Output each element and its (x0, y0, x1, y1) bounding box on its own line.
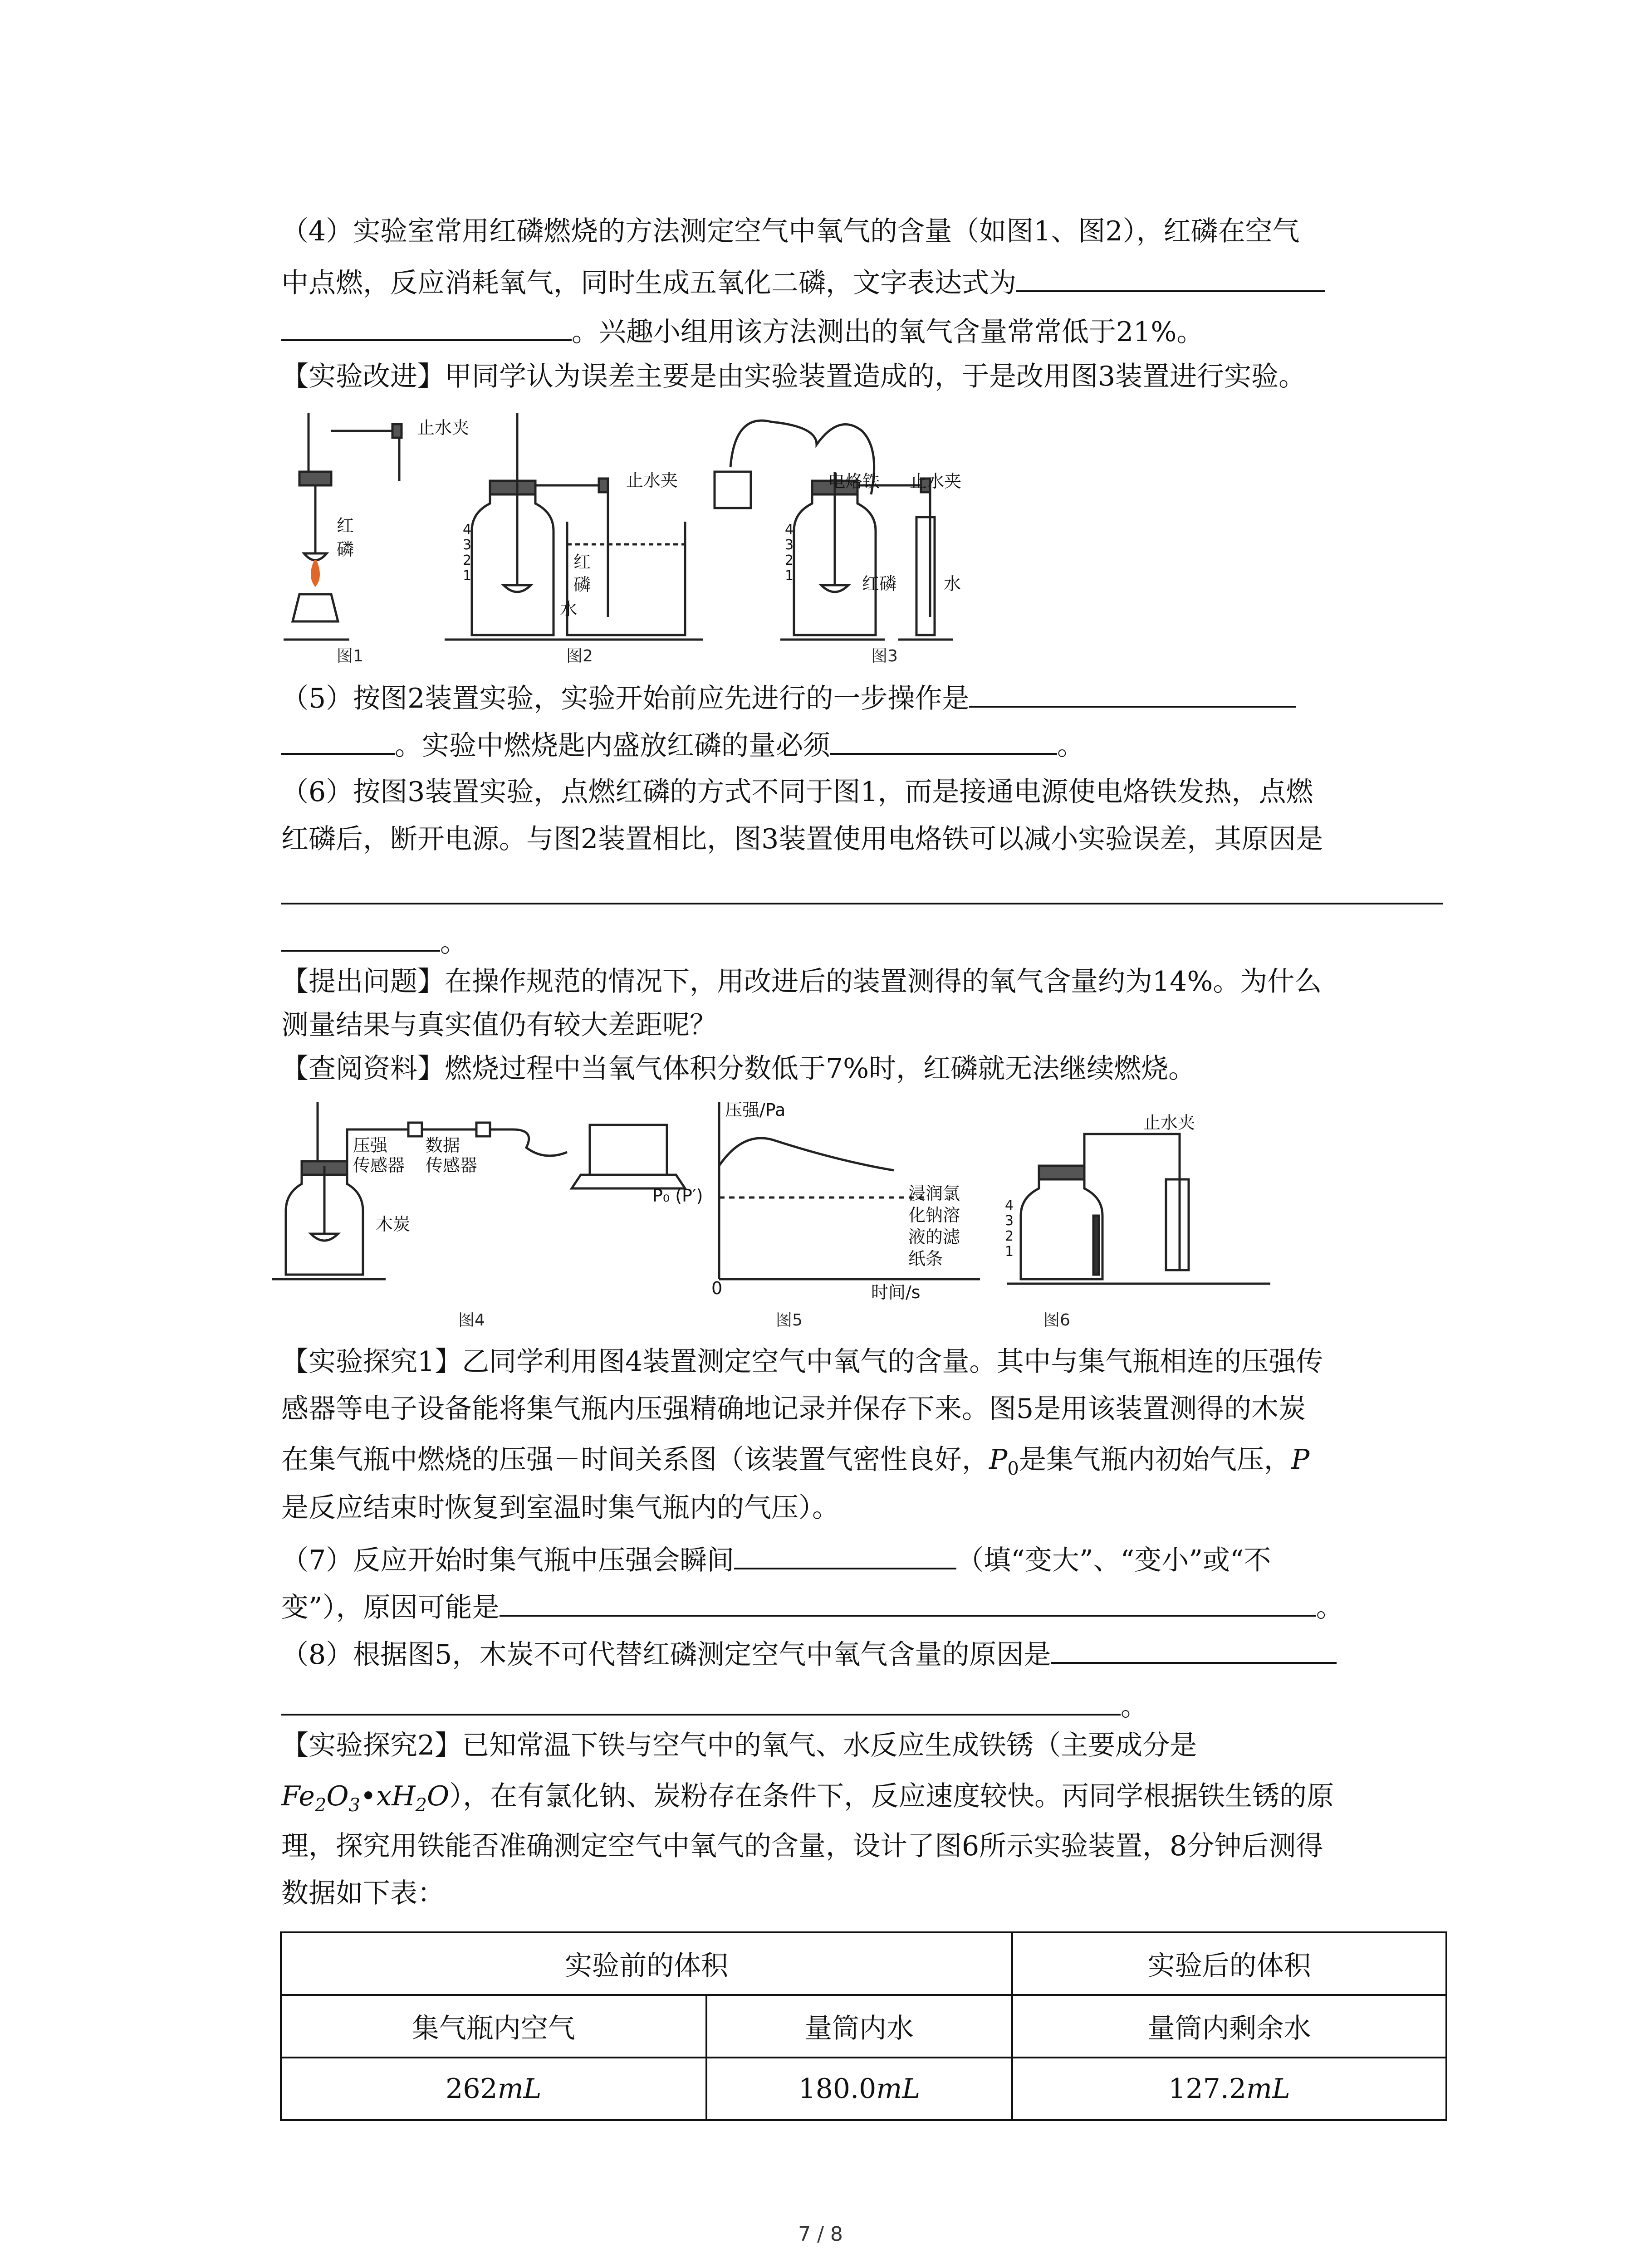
fig1-spoon (304, 553, 327, 560)
q8-line-2 (281, 1686, 1443, 1725)
fig3-iron-label: 电烙铁 (828, 471, 880, 491)
fig5-xlabel: 时间/s (871, 1282, 921, 1302)
p-symbol: P (1291, 1444, 1310, 1476)
fig3-socket (715, 472, 751, 508)
fig6-paper-label-2: 化钠溶 (908, 1205, 960, 1225)
fig1-flame (312, 560, 319, 585)
explore1-line-3 (281, 1442, 1443, 1487)
fig5-p0-label: P₀ (P′) (652, 1186, 703, 1206)
answer-blank-q6b[interactable] (281, 922, 440, 952)
fig6-paper-label-3: 液的滤 (908, 1227, 960, 1247)
q6-line-4-end: 。 (440, 927, 467, 958)
fig2-water-label: 水 (560, 599, 578, 619)
fig4-pressure-label-2: 传感器 (353, 1155, 405, 1175)
explore2-line-2b: ），在有氯化钠、炭粉存在条件下，反应速度较快。丙同学根据铁生锈的原 (449, 1780, 1334, 1812)
apparatus-figures-1-3 (272, 404, 1452, 676)
explore2-line-2 (281, 1778, 1443, 1823)
q7-line-2a: 变”），原因可能是 (281, 1592, 500, 1623)
q5-line-1 (281, 678, 1443, 717)
fig2-red-label-1: 红 (573, 552, 591, 572)
caption-fig1: 图1 (337, 647, 363, 665)
fig6-cylinder (1166, 1179, 1189, 1270)
fig6-tick-1: 1 (1005, 1244, 1014, 1260)
col-remaining-water: 量筒内剩余水 (1012, 1995, 1446, 2058)
fig6-paper (1093, 1216, 1099, 1275)
q8-line-2-end: 。 (1121, 1691, 1148, 1722)
rust-formula: $Fe_2O_3•xH_2O$ (281, 1780, 450, 1816)
answer-blank-q5a[interactable] (969, 678, 1296, 708)
fig2-tick-1: 1 (463, 568, 472, 584)
q4-line-3 (281, 311, 1443, 350)
fig2-tick-3: 3 (463, 537, 472, 553)
problem-line-1: 【提出问题】在操作规范的情况下，用改进后的装置测得的氧气含量约为14%。为什么 (281, 966, 1322, 997)
fig2-bottle (472, 490, 554, 635)
fig4-pressure-label-1: 压强 (353, 1135, 388, 1155)
q5-line-2-end: 。 (1057, 730, 1084, 762)
fig3-tick-3: 3 (785, 537, 794, 553)
fig6-tick-3: 3 (1005, 1213, 1014, 1229)
table-row (281, 2058, 1446, 2120)
q4-line-1: （4）实验室常用红磷燃烧的方法测定空气中氧气的含量（如图1、图2），红磷在空气 (281, 215, 1300, 247)
q7-line-1b: （填“变大”、“变小”或“不 (956, 1545, 1271, 1576)
fig5-origin: 0 (711, 1278, 723, 1298)
caption-fig2: 图2 (566, 647, 593, 665)
page-number: 7 / 8 (798, 2223, 843, 2246)
fig5-curve (719, 1138, 894, 1170)
fig3-cylinder (916, 517, 935, 635)
q8-line-1 (281, 1634, 1443, 1673)
q4-line-2 (281, 262, 1443, 301)
fig3-tick-2: 2 (785, 552, 794, 568)
fig1-red-p-label-2: 磷 (337, 539, 354, 559)
fig4-charcoal-label: 木炭 (376, 1214, 411, 1234)
header-before: 实验前的体积 (281, 1932, 1012, 1995)
fig1-red-p-label-1: 红 (337, 516, 354, 536)
answer-blank-q4a[interactable] (1016, 262, 1325, 292)
explore1-line-3a: 在集气瓶中燃烧的压强－时间关系图（该装置气密性良好， (281, 1444, 989, 1476)
explore2-line-4: 数据如下表： (281, 1877, 445, 1909)
explore1-line-3b: 是集气瓶内初始气压， (1019, 1444, 1291, 1476)
answer-blank-q8a[interactable] (1051, 1634, 1337, 1664)
q6-line-3 (281, 875, 1443, 914)
q4-line-3-text: 。兴趣小组用该方法测出的氧气含量常常低于21%。 (572, 316, 1204, 348)
value-cylinder-water: 180.0mL (706, 2058, 1012, 2120)
info-text: 【查阅资料】燃烧过程中当氧气体积分数低于7%时，红磷就无法继续燃烧。 (281, 1053, 1196, 1085)
q4-line-2-text: 中点燃，反应消耗氧气，同时生成五氧化二磷，文字表达式为 (281, 267, 1016, 299)
fig2-clamp-label: 止水夹 (626, 470, 678, 490)
fig2-tick-4: 4 (463, 522, 472, 538)
header-after: 实验后的体积 (1012, 1932, 1446, 1995)
explore1-line-1: 【实验探究1】乙同学利用图4装置测定空气中氧气的含量。其中与集气瓶相连的压强传 (281, 1346, 1323, 1378)
explore1-line-2: 感器等电子设备能将集气瓶内压强精确地记录并保存下来。图5是用该装置测得的木炭 (281, 1393, 1306, 1425)
fig4-data-label-1: 数据 (426, 1135, 460, 1155)
fig3-water-label: 水 (944, 574, 961, 594)
q6-line-4 (281, 922, 1443, 961)
q5-line-1-text: （5）按图2装置实验，实验开始前应先进行的一步操作是 (281, 683, 970, 714)
fig1-stopper (299, 472, 331, 485)
fig3-red-p-label: 红磷 (862, 574, 897, 594)
answer-blank-q5c[interactable] (830, 725, 1057, 755)
fig6-paper-label-1: 浸润氯 (908, 1183, 960, 1203)
fig6-tick-4: 4 (1005, 1198, 1014, 1213)
caption-fig6: 图6 (1043, 1311, 1070, 1330)
answer-blank-q4b[interactable] (281, 311, 572, 341)
q8-line-1-text: （8）根据图5，木炭不可代替红磷测定空气中氧气含量的原因是 (281, 1639, 1051, 1671)
p0-symbol: P (989, 1444, 1008, 1476)
problem-line-2: 测量结果与真实值仍有较大差距呢？ (281, 1009, 717, 1041)
q7-line-1 (281, 1540, 1443, 1579)
table-header-row (281, 1932, 1446, 1995)
caption-fig5: 图5 (776, 1311, 803, 1330)
explore2-line-3: 理，探究用铁能否准确测定空气中氧气的含量，设计了图6所示实验装置，8分钟后测得 (281, 1830, 1323, 1862)
q7-line-2 (281, 1587, 1443, 1626)
fig1-clamp-label: 止水夹 (417, 418, 470, 438)
fig5-ylabel: 压强/Pa (725, 1100, 786, 1120)
fig2-red-label-2: 磷 (573, 575, 591, 595)
q5-line-2-text: 。实验中燃烧匙内盛放红磷的量必须 (395, 730, 830, 762)
fig6-bottle (1021, 1175, 1102, 1279)
q5-line-2 (281, 725, 1443, 764)
fig6-clamp-label: 止水夹 (1143, 1113, 1195, 1133)
value-bottle-air: 262mL (281, 2058, 706, 2120)
data-table (280, 1931, 1447, 2121)
answer-blank-q8b[interactable] (281, 1686, 1121, 1716)
value-remaining-water: 127.2mL (1012, 2058, 1446, 2120)
explore2-line-1: 【实验探究2】已知常温下铁与空气中的氧气、水反应生成铁锈（主要成分是 (281, 1730, 1197, 1761)
fig3-tick-1: 1 (785, 568, 794, 584)
fig3-clamp-label: 止水夹 (910, 471, 962, 491)
answer-blank-q7a[interactable] (734, 1540, 956, 1569)
q7-line-1a: （7）反应开始时集气瓶中压强会瞬间 (281, 1545, 735, 1576)
answer-blank-q5b[interactable] (281, 725, 395, 755)
p0-subscript: 0 (1007, 1458, 1019, 1479)
fig2-tick-2: 2 (463, 552, 472, 568)
fig6-paper-label-4: 纸条 (908, 1249, 943, 1269)
caption-fig4: 图4 (458, 1311, 485, 1330)
fig6-tick-2: 2 (1005, 1228, 1014, 1244)
col-cylinder-water: 量筒内水 (706, 1995, 1012, 2058)
fig1-lamp (293, 594, 338, 621)
answer-blank-q6a[interactable] (281, 875, 1443, 904)
q6-line-1: （6）按图3装置实验，点燃红磷的方式不同于图1，而是接通电源使电烙铁发热，点燃 (281, 776, 1313, 808)
col-bottle-air: 集气瓶内空气 (281, 1995, 706, 2058)
q7-line-2-end: 。 (1316, 1592, 1343, 1623)
answer-blank-q7b[interactable] (500, 1587, 1316, 1617)
fig1-clamp (392, 424, 402, 438)
fig4-laptop-screen (590, 1125, 667, 1175)
improve-text: 【实验改进】甲同学认为误差主要是由实验装置造成的，于是改用图3装置进行实验。 (281, 361, 1306, 392)
table-subheader-row (281, 1995, 1446, 2058)
fig4-data-label-2: 传感器 (426, 1155, 478, 1175)
caption-fig3: 图3 (871, 647, 898, 665)
fig4-cable (513, 1129, 567, 1156)
explore1-line-4: 是反应结束时恢复到室温时集气瓶内的气压）。 (281, 1492, 839, 1524)
fig1-tube (331, 431, 399, 481)
fig3-tick-4: 4 (785, 522, 794, 538)
q6-line-2: 红磷后，断开电源。与图2装置相比，图3装置使用电烙铁可以减小实验误差，其原因是 (281, 823, 1323, 855)
